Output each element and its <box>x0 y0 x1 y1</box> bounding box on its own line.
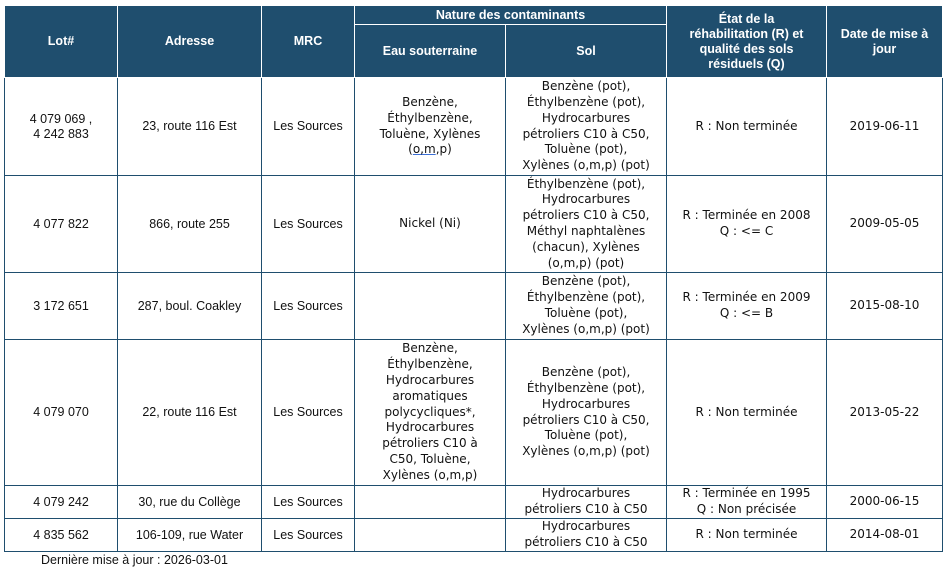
cell-adresse: 866, route 255 <box>118 176 262 273</box>
cell-adresse: 23, route 116 Est <box>118 78 262 176</box>
cell-adresse: 22, route 116 Est <box>118 340 262 486</box>
cell-etat: R : Terminée en 2008 Q : <= C <box>667 176 827 273</box>
header-sol: Sol <box>506 25 667 78</box>
cell-date: 2009-05-05 <box>827 176 943 273</box>
cell-etat: R : Non terminée <box>667 78 827 176</box>
cell-mrc: Les Sources <box>262 176 355 273</box>
cell-date: 2015-08-10 <box>827 273 943 340</box>
cell-eau-souterraine: Nickel (Ni) <box>355 176 506 273</box>
cell-etat: R : Terminée en 1995 Q : Non précisée <box>667 486 827 519</box>
cell-date: 2000-06-15 <box>827 486 943 519</box>
table-row <box>5 519 943 552</box>
cell-adresse: 30, rue du Collège <box>118 486 262 519</box>
cell-sol: Benzène (pot), Éthylbenzène (pot), Hydrocarbures pétroliers C10 à C50, Toluène (pot), Xylènes (o,m,p) (pot) <box>506 340 667 486</box>
header-date-mise-a-jour: Date de mise à jour <box>827 6 943 78</box>
table-row <box>5 78 943 176</box>
cell-date: 2013-05-22 <box>827 340 943 486</box>
cell-lot: 4 835 562 <box>5 519 118 552</box>
header-adresse: Adresse <box>118 6 262 78</box>
cell-date: 2019-06-11 <box>827 78 943 176</box>
table-row <box>5 486 943 519</box>
table-row <box>5 176 943 273</box>
cell-sol: Benzène (pot), Éthylbenzène (pot), Toluène (pot), Xylènes (o,m,p) (pot) <box>506 273 667 340</box>
cell-mrc: Les Sources <box>262 273 355 340</box>
cell-date: 2014-08-01 <box>827 519 943 552</box>
cell-eau-souterraine <box>355 519 506 552</box>
cell-eau-souterraine: Benzène, Éthylbenzène, Hydrocarbures aromatiques polycycliques*, Hydrocarbures pétroliers C10 à C50, Toluène, Xylènes (o,m,p) <box>355 340 506 486</box>
cell-mrc: Les Sources <box>262 340 355 486</box>
table-row <box>5 340 943 486</box>
contaminated-sites-table <box>4 5 943 552</box>
cell-eau-souterraine <box>355 273 506 340</box>
cell-mrc: Les Sources <box>262 486 355 519</box>
table-body <box>5 78 943 552</box>
header-etat-rehabilitation: État de la réhabilitation (R) et qualité des sols résiduels (Q) <box>667 6 827 78</box>
cell-etat: R : Non terminée <box>667 519 827 552</box>
table-row <box>5 273 943 340</box>
cell-mrc: Les Sources <box>262 78 355 176</box>
cell-sol: Éthylbenzène (pot), Hydrocarbures pétroliers C10 à C50, Méthyl naphtalènes (chacun), Xylènes (o,m,p) (pot) <box>506 176 667 273</box>
cell-lot: 4 079 069 , 4 242 883 <box>5 78 118 176</box>
header-mrc: MRC <box>262 6 355 78</box>
cell-lot: 4 079 242 <box>5 486 118 519</box>
header-nature-contaminants: Nature des contaminants <box>355 6 667 25</box>
cell-etat: R : Non terminée <box>667 340 827 486</box>
cell-adresse: 106-109, rue Water <box>118 519 262 552</box>
cell-lot: 3 172 651 <box>5 273 118 340</box>
header-eau-souterraine: Eau souterraine <box>355 25 506 78</box>
cell-lot: 4 079 070 <box>5 340 118 486</box>
last-update-note: Dernière mise à jour : 2026-03-01 <box>41 553 228 567</box>
cell-adresse: 287, boul. Coakley <box>118 273 262 340</box>
header-lot: Lot# <box>5 6 118 78</box>
cell-etat: R : Terminée en 2009 Q : <= B <box>667 273 827 340</box>
cell-eau-souterraine: Benzène, Éthylbenzène, Toluène, Xylènes (o,m,p) <box>355 78 506 176</box>
cell-lot: 4 077 822 <box>5 176 118 273</box>
cell-mrc: Les Sources <box>262 519 355 552</box>
cell-eau-souterraine <box>355 486 506 519</box>
cell-sol: Hydrocarbures pétroliers C10 à C50 <box>506 519 667 552</box>
cell-sol: Benzène (pot), Éthylbenzène (pot), Hydrocarbures pétroliers C10 à C50, Toluène (pot), Xylènes (o,m,p) (pot) <box>506 78 667 176</box>
cell-sol: Hydrocarbures pétroliers C10 à C50 <box>506 486 667 519</box>
